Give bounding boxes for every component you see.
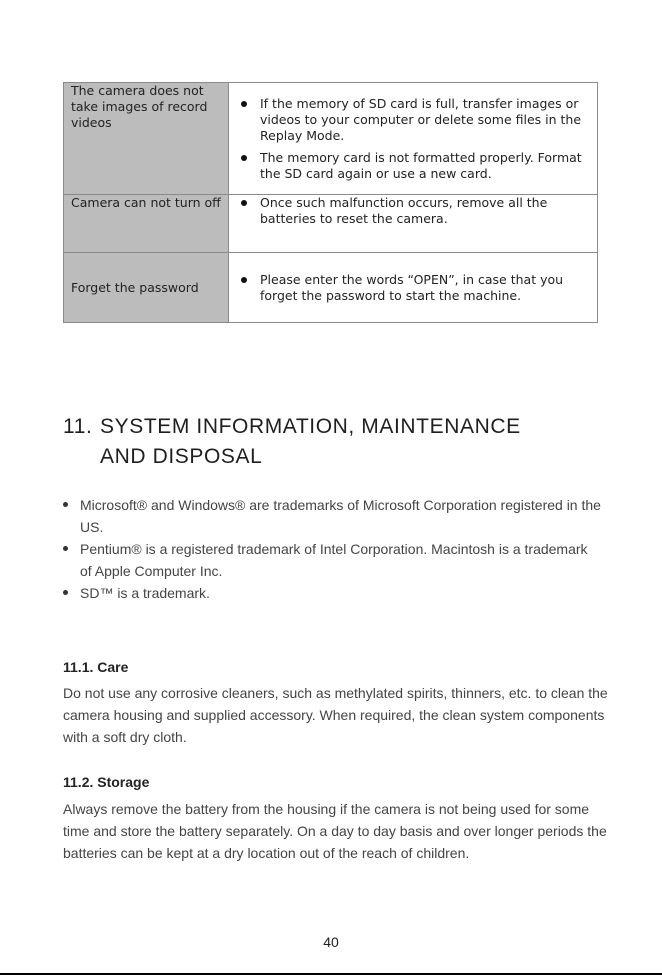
solution-item: Please enter the words “OPEN”, in case that you forget the password to start the machine. [239,272,587,304]
solution-cell [229,195,598,253]
solution-item: The memory card is not formatted properly. Format the SD card again or use a new card. [239,150,587,182]
troubleshooting-table [63,82,598,323]
problem-cell: Camera can not turn off [64,195,229,253]
solution-list [239,96,587,182]
care-heading: 11.1. Care [63,659,129,675]
solution-cell [229,83,598,195]
care-paragraph: Do not use any corrosive cleaners, such as methylated spirits, thinners, etc. to clean the camera housing and supplied accessory. When required, the clean system components with a soft dry cloth. [63,685,608,745]
section-number: 11. [63,415,93,438]
list-item: Microsoft® and Windows® are trademarks of Microsoft Corporation registered in the US. [63,494,603,538]
problem-cell: The camera does not take images of record videos [64,83,229,195]
list-item: SD™ is a trademark. [63,582,603,604]
storage-heading: 11.2. Storage [63,774,150,790]
page-bottom-rule [0,973,662,975]
table-row [64,83,598,195]
problem-cell: Forget the password [64,253,229,323]
solution-item: Once such malfunction occurs, remove all the batteries to reset the camera. [239,195,587,227]
table-row [64,195,598,253]
table-row [64,253,598,323]
solution-cell [229,253,598,323]
trademark-list [63,494,603,604]
page-number: 40 [323,934,339,950]
solution-list [239,272,587,304]
solution-item: If the memory of SD card is full, transfer images or videos to your computer or delete some files in the Replay Mode. [239,96,587,144]
list-item: Pentium® is a registered trademark of Intel Corporation. Macintosh is a trademark of Apple Computer Inc. [63,538,603,582]
storage-paragraph: Always remove the battery from the housing if the camera is not being used for some time and store the battery separately. On a day to day basis and over longer periods the batteries can be kept at a dry location out of the reach of children. [63,801,607,861]
solution-list [239,195,587,227]
section-title [63,412,521,472]
section-title-line1: SYSTEM INFORMATION, MAINTENANCE [100,415,521,438]
section-title-line2: AND DISPOSAL [100,445,263,468]
